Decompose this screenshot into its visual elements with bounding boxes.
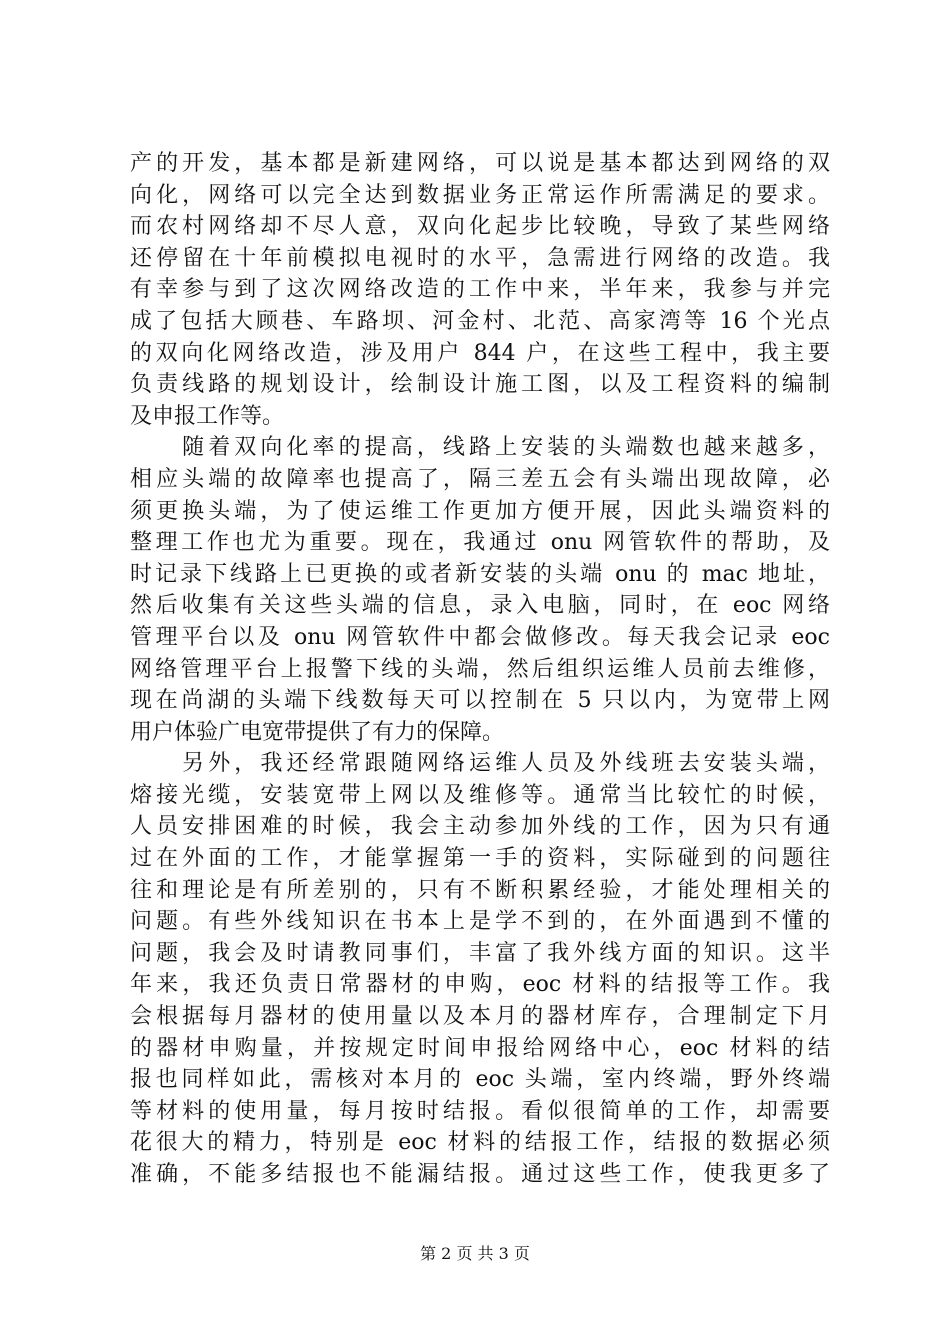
text-line: 人员安排困难的时候，我会主动参加外线的工作，因为只有通 [130,814,830,840]
document-body [130,148,830,1191]
text-line: 问题。有些外线知识在书本上是学不到的，在外面遇到不懂的 [130,909,830,935]
text-line: 产的开发，基本都是新建网络，可以说是基本都达到网络的双 [130,151,830,176]
text-line: 时记录下线路上已更换的或者新安装的头端 onu 的 mac 地址， [130,561,830,587]
text-line: 整理工作也尤为重要。现在，我通过 onu 网管软件的帮助，及 [130,530,830,556]
text-line: 用户体验广电宽带提供了有力的保障。 [130,719,505,745]
text-line: 花很大的精力，特别是 eoc 材料的结报工作，结报的数据必须 [130,1130,830,1156]
text-line: 还停留在十年前模拟电视时的水平，急需进行网络的改造。我 [130,245,830,271]
text-line: 等材料的使用量，每月按时结报。看似很简单的工作，却需要 [130,1098,830,1124]
text-line: 会根据每月器材的使用量以及本月的器材库存，合理制定下月 [130,1004,830,1030]
text-line: 负责线路的规划设计，绘制设计施工图，以及工程资料的编制 [130,372,830,398]
text-line: 问题，我会及时请教同事们，丰富了我外线方面的知识。这半 [130,940,830,966]
text-line: 管理平台以及 onu 网管软件中都会做修改。每天我会记录 eoc [130,624,830,650]
text-line: 报也同样如此，需核对本月的 eoc 头端，室内终端，野外终端 [130,1067,830,1093]
text-line: 熔接光缆，安装宽带上网以及维修等。通常当比较忙的时候， [130,782,830,808]
text-line: 及申报工作等。 [130,403,285,429]
text-line: 另外，我还经常跟随网络运维人员及外线班去安装头端， [130,751,830,777]
text-line: 过在外面的工作，才能掌握第一手的资料，实际碰到的问题往 [130,846,830,872]
text-line: 须更换头端，为了使运维工作更加方便开展，因此头端资料的 [130,498,830,524]
text-line: 年来，我还负责日常器材的申购，eoc 材料的结报等工作。我 [130,972,830,998]
text-line: 然后收集有关这些头端的信息，录入电脑，同时，在 eoc 网络 [130,593,830,619]
text-line: 成了包括大顾巷、车路坝、河金村、北范、高家湾等 16 个光点 [130,308,830,334]
text-line: 现在尚湖的头端下线数每天可以控制在 5 只以内，为宽带上网 [130,688,830,714]
text-line: 而农村网络却不尽人意，双向化起步比较晚，导致了某些网络 [130,214,830,240]
text-line: 有幸参与到了这次网络改造的工作中来，半年来，我参与并完 [130,277,830,303]
text-line: 网络管理平台上报警下线的头端，然后组织运维人员前去维修， [130,656,830,682]
text-line: 准确，不能多结报也不能漏结报。通过这些工作，使我更多了 [130,1162,830,1187]
text-line: 的器材申购量，并按规定时间申报给网络中心，eoc 材料的结 [130,1035,830,1061]
text-line: 相应头端的故障率也提高了，隔三差五会有头端出现故障，必 [130,466,830,492]
text-line: 向化，网络可以完全达到数据业务正常运作所需满足的要求。 [130,182,830,208]
page-number-footer: 第 2 页 共 3 页 [420,1244,530,1263]
text-line: 随着双向化率的提高，线路上安装的头端数也越来越多， [130,435,830,461]
text-line: 往和理论是有所差别的，只有不断积累经验，才能处理相关的 [130,877,830,903]
text-line: 的双向化网络改造，涉及用户 844 户，在这些工程中，我主要 [130,340,830,366]
